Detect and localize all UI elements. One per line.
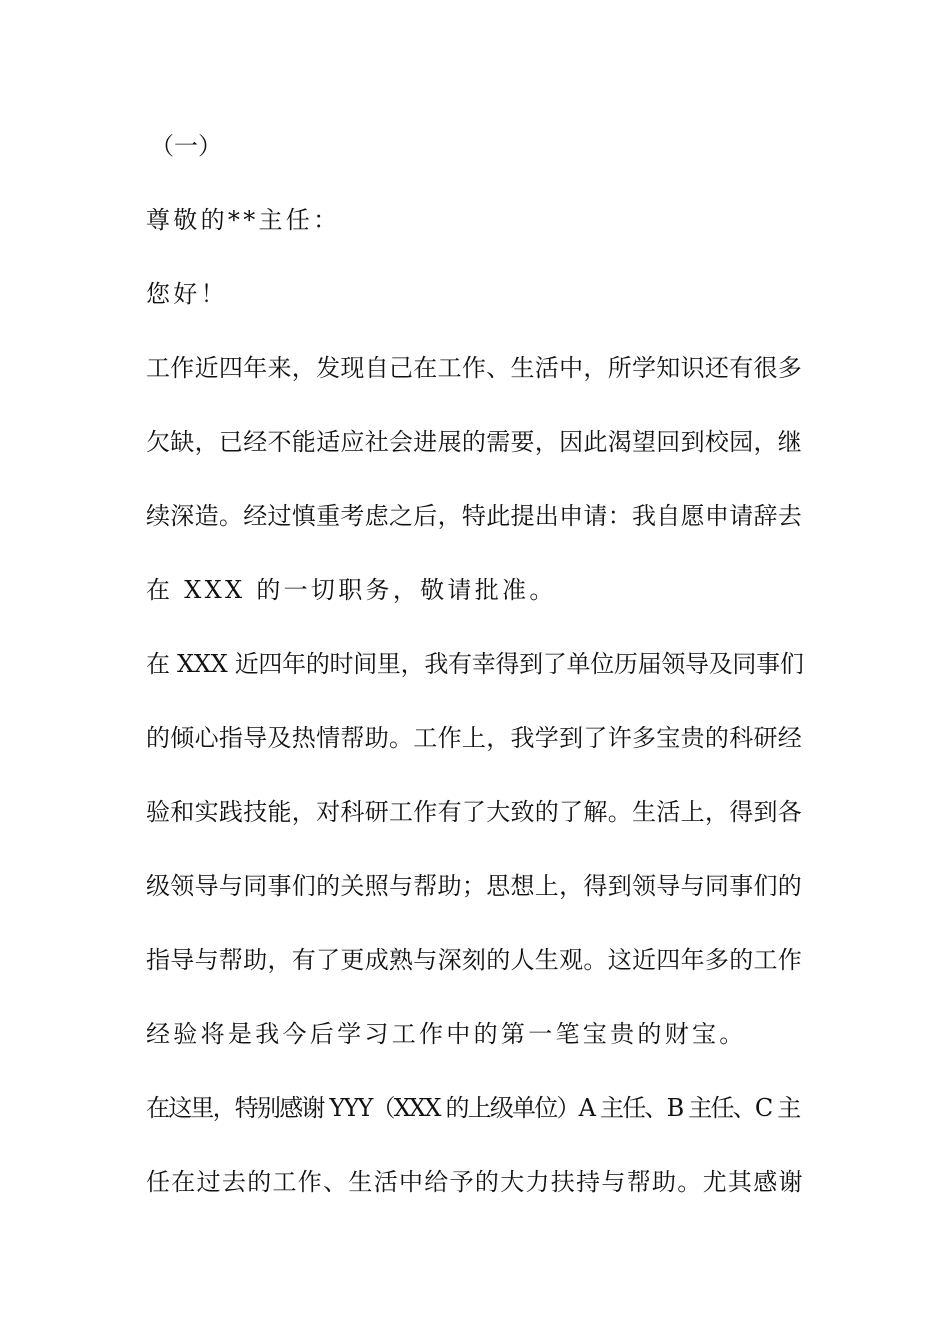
- paragraph-thanks: [146, 1090, 806, 1201]
- paragraph-line: 续深造。经过慎重考虑之后，特此提出申请：我自愿申请辞去: [146, 502, 803, 530]
- paragraph-line: 任在过去的工作、生活中给予的大力扶持与帮助。尤其感谢: [146, 1168, 804, 1196]
- salutation: [146, 202, 806, 239]
- paragraph-resignation: [146, 350, 806, 609]
- section-heading: [146, 128, 806, 165]
- paragraph-line: 在 XXX 的一切职务，敬请批准。: [146, 576, 557, 604]
- letter-body: [146, 128, 806, 1238]
- section-heading-text: （一）: [150, 132, 222, 160]
- greeting-text: 您好！: [146, 280, 228, 308]
- paragraph-line: 级领导与同事们的关照与帮助；思想上，得到领导与同事们的: [146, 872, 803, 900]
- salutation-text: 尊敬的**主任：: [146, 206, 341, 234]
- paragraph-gratitude: [146, 646, 806, 1053]
- paragraph-line: 工作近四年来，发现自己在工作、生活中，所学知识还有很多: [146, 354, 803, 382]
- paragraph-line: 在 XXX 近四年的时间里，我有幸得到了单位历届领导及同事们: [146, 650, 804, 678]
- paragraph-line: 的倾心指导及热情帮助。工作上，我学到了许多宝贵的科研经: [146, 724, 803, 752]
- paragraph-line: 欠缺，已经不能适应社会进展的需要，因此渴望回到校园，继: [146, 428, 803, 456]
- greeting: [146, 276, 806, 313]
- paragraph-line: 在这里，特别感谢 YYY（XXX 的上级单位）A 主任、B 主任、C 主: [146, 1094, 800, 1122]
- paragraph-line: 验和实践技能，对科研工作有了大致的了解。生活上，得到各: [146, 798, 803, 826]
- paragraph-line: 指导与帮助，有了更成熟与深刻的人生观。这近四年多的工作: [146, 946, 803, 974]
- paragraph-line: 经验将是我今后学习工作中的第一笔宝贵的财宝。: [146, 1020, 747, 1048]
